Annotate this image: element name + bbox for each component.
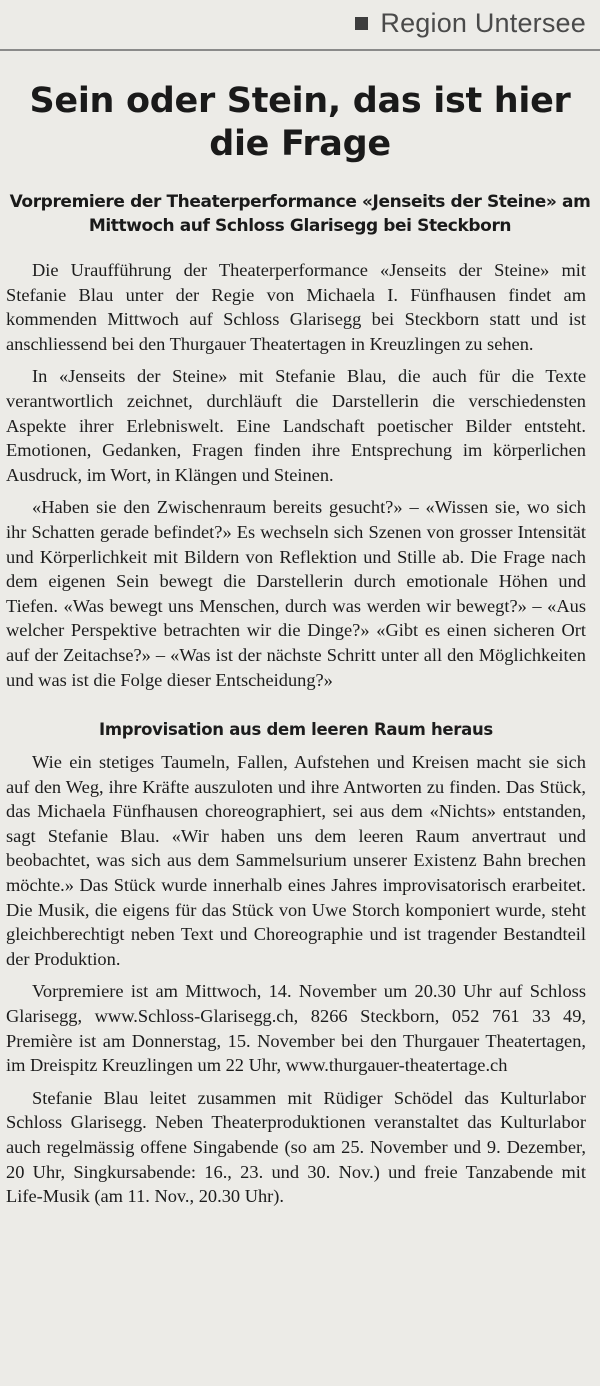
paragraph-improvisation: Wie ein stetiges Taumeln, Fallen, Aufstehen und Kreisen macht sie sich auf den Weg, ihre Kräfte auszuloten und ihre Antworten zu finden. Das Stück, das Michaela Fünfhausen choreographiert, sei aus dem «Nichts» entstanden, sagt Stefanie Blau. «Wir haben uns dem leeren Raum anvertraut und beobachtet, was sich aus dem Sammelsurium unserer Existenz Bahn brechen möchte.» Das Stück wurde innerhalb eines Jahres improvisatorisch erarbeitet. Die Musik, die eigens für das Stück von Uwe Storch komponiert wurde, steht gleichberechtigt neben Text und Choreographie und ist tragender Bestandteil der Produktion. — [6, 752, 586, 969]
paragraph-intro: Die Uraufführung der Theaterperformance «Jenseits der Steine» mit Stefanie Blau unter der Regie von Michaela I. Fünfhausen findet am kommenden Mittwoch auf Schloss Glarisegg bei Steckborn statt und ist anschliessend bei den Thurgauer Theatertagen in Kreuzlingen zu sehen. — [6, 260, 586, 354]
article-body — [6, 258, 586, 1217]
region-label: Region Untersee — [380, 8, 586, 38]
article-headline — [0, 80, 600, 166]
paragraph-kulturlabor: Stefanie Blau leitet zusammen mit Rüdiger Schödel das Kulturlabor Schloss Glarisegg. Neben Theaterproduktionen veranstaltet das Kulturlabor auch regelmässig offene Singabende (so am 25. November und 9. Dezember, 20 Uhr, Singkursabende: 16., 23. und 30. Nov.) und freie Tanzabende mit Life-Musik (am 11. Nov., 20.30 Uhr). — [6, 1087, 586, 1207]
region-header — [355, 8, 586, 39]
headline-text: Sein oder Stein, das ist hier die Frage — [29, 81, 571, 164]
paragraph-questions: «Haben sie den Zwischenraum bereits gesucht?» – «Wissen sie, wo sich ihr Schatten gerade befindet?» Es wechseln sich Szenen von grosser Intensität und Körperlichkeit mit Bildern von Reflektion und Stille ab. Die Frage nach dem eigenen Sein bewegt die Darstellerin durch emotionale Höhen und Tiefen. «Was bewegt uns Menschen, durch was werden wir bewegt?» – «Aus welcher Perspektive betrachten wir die Dinge?» «Gibt es einen sicheren Ort auf der Zeitachse?» – «Was ist der nächste Schritt unter all den Möglichkeiten und was ist die Folge dieser Entscheidung?» — [6, 497, 586, 690]
section-heading: Improvisation aus dem leeren Raum heraus — [99, 720, 493, 740]
section-square-marker — [355, 17, 368, 30]
paragraph-event-info: Vorpremiere ist am Mittwoch, 14. November um 20.30 Uhr auf Schloss Glarisegg, www.Schloss-Glarisegg.ch, 8266 Steckborn, 052 761 33 49, Première ist am Donnerstag, 15. November bei den Thurgauer Theatertagen, im Dreispitz Kreuzlingen um 22 Uhr, www.thurgauer-theatertage.ch — [6, 981, 586, 1076]
subheadline-text: Vorpremiere der Theaterperformance «Jenseits der Steine» am Mittwoch auf Schloss Glarisegg bei Steckborn — [9, 192, 591, 236]
paragraph-description: In «Jenseits der Steine» mit Stefanie Blau, die auch für die Texte verantwortlich zeichnet, durchläuft die Darstellerin die verschiedensten Aspekte ihrer Erlebniswelt. Eine Landschaft poetischer Bilder entsteht. Emotionen, Gedanken, Fragen finden ihre Entsprechung im körperlichen Ausdruck, im Wort, in Klängen und Steinen. — [6, 366, 586, 485]
article-subheadline — [0, 190, 600, 238]
header-rule — [0, 49, 600, 51]
